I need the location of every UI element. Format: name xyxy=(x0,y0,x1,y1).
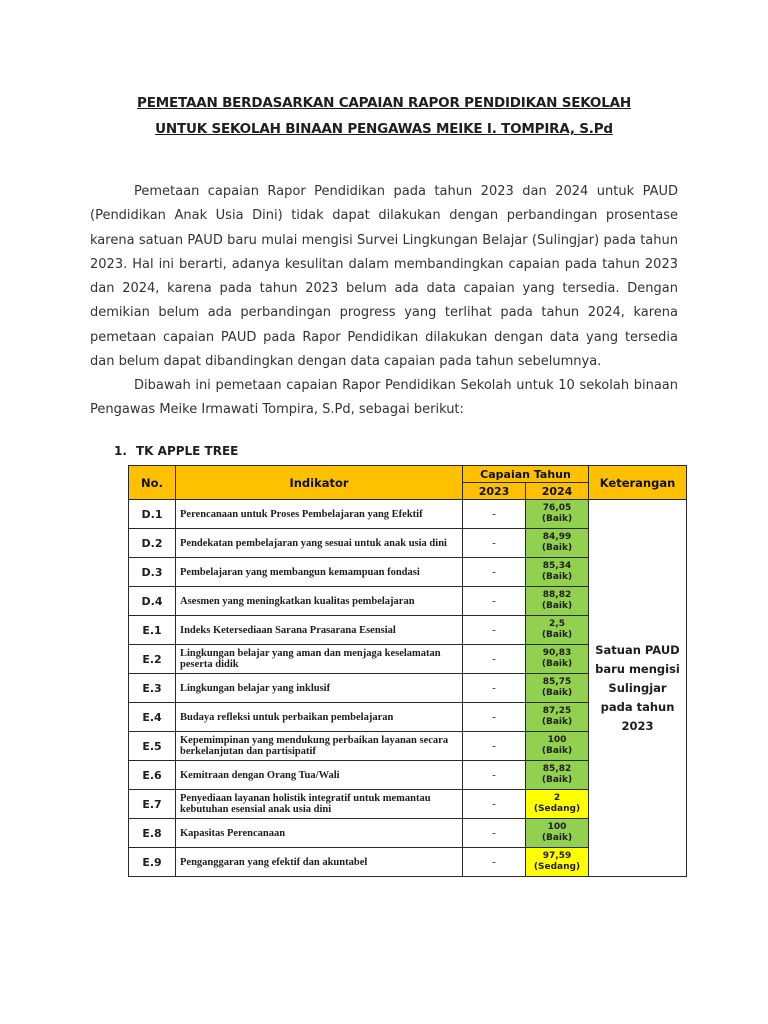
row-indikator: Perencanaan untuk Proses Pembelajaran yang Efektif xyxy=(176,500,463,529)
row-value-2024 xyxy=(526,587,589,616)
score-category: (Baik) xyxy=(541,746,573,756)
row-indikator: Lingkungan belajar yang aman dan menjaga keselamatan peserta didik xyxy=(176,645,463,674)
row-number: D.3 xyxy=(129,558,176,587)
row-value-2023: - xyxy=(463,587,526,616)
score-value: 76,05 xyxy=(542,503,572,513)
score-value: 85,34 xyxy=(542,561,572,571)
score-category: (Baik) xyxy=(541,775,573,785)
row-number: E.2 xyxy=(129,645,176,674)
row-value-2024 xyxy=(526,616,589,645)
row-value-2023: - xyxy=(463,645,526,674)
row-number: E.7 xyxy=(129,790,176,819)
row-value-2024 xyxy=(526,761,589,790)
row-value-2023: - xyxy=(463,848,526,877)
row-number: E.8 xyxy=(129,819,176,848)
row-indikator: Asesmen yang meningkatkan kualitas pembelajaran xyxy=(176,587,463,616)
row-value-2024 xyxy=(526,558,589,587)
row-indikator: Penyediaan layanan holistik integratif untuk memantau kebutuhan esensial anak usia dini xyxy=(176,790,463,819)
score-value: 88,82 xyxy=(542,590,572,600)
row-value-2023: - xyxy=(463,761,526,790)
row-value-2023: - xyxy=(463,703,526,732)
section-heading xyxy=(114,444,238,458)
row-number: E.4 xyxy=(129,703,176,732)
row-indikator: Budaya refleksi untuk perbaikan pembelajaran xyxy=(176,703,463,732)
score-category: (Baik) xyxy=(541,659,573,669)
header-year-2024: 2024 xyxy=(526,483,589,500)
row-value-2023: - xyxy=(463,558,526,587)
row-number: E.5 xyxy=(129,732,176,761)
row-number: E.9 xyxy=(129,848,176,877)
score-value: 2,5 xyxy=(549,619,565,629)
row-number: E.1 xyxy=(129,616,176,645)
row-indikator: Pembelajaran yang membangun kemampuan fondasi xyxy=(176,558,463,587)
score-category: (Baik) xyxy=(541,688,573,698)
row-value-2024 xyxy=(526,703,589,732)
row-value-2024 xyxy=(526,529,589,558)
keterangan-cell: Satuan PAUD baru mengisi Sulingjar pada tahun 2023 xyxy=(589,500,687,877)
row-value-2024 xyxy=(526,732,589,761)
score-category: (Baik) xyxy=(541,514,573,524)
score-category: (Baik) xyxy=(541,601,573,611)
header-keterangan: Keterangan xyxy=(589,466,687,500)
row-number: D.1 xyxy=(129,500,176,529)
row-indikator: Pendekatan pembelajaran yang sesuai untuk anak usia dini xyxy=(176,529,463,558)
score-value: 84,99 xyxy=(542,532,572,542)
list-intro-paragraph: Dibawah ini pemetaan capaian Rapor Pendidikan Sekolah untuk 10 sekolah binaan Pengawas Meike Irmawati Tompira, S.Pd, sebagai berikut: xyxy=(90,378,678,418)
score-value: 97,59 xyxy=(542,851,572,861)
row-value-2023: - xyxy=(463,819,526,848)
document-title-line1: PEMETAAN BERDASARKAN CAPAIAN RAPOR PENDIDIKAN SEKOLAH xyxy=(137,95,631,111)
section-title: TK APPLE TREE xyxy=(136,444,239,458)
score-value: 2 xyxy=(553,793,561,803)
section-number: 1. xyxy=(114,444,127,458)
row-value-2024 xyxy=(526,674,589,703)
score-value: 100 xyxy=(547,822,567,832)
row-indikator: Lingkungan belajar yang inklusif xyxy=(176,674,463,703)
score-category: (Sedang) xyxy=(533,804,581,814)
header-capaian-tahun: Capaian Tahun xyxy=(463,466,589,483)
header-year-2023: 2023 xyxy=(463,483,526,500)
row-indikator: Kepemimpinan yang mendukung perbaikan layanan secara berkelanjutan dan partisipatif xyxy=(176,732,463,761)
row-value-2023: - xyxy=(463,732,526,761)
row-value-2024 xyxy=(526,848,589,877)
capaian-table xyxy=(128,465,687,877)
score-category: (Baik) xyxy=(541,833,573,843)
row-number: D.2 xyxy=(129,529,176,558)
score-value: 100 xyxy=(547,735,567,745)
score-category: (Baik) xyxy=(541,717,573,727)
row-indikator: Indeks Ketersediaan Sarana Prasarana Esensial xyxy=(176,616,463,645)
row-value-2023: - xyxy=(463,790,526,819)
row-value-2024 xyxy=(526,790,589,819)
row-indikator: Kemitraan dengan Orang Tua/Wali xyxy=(176,761,463,790)
score-value: 85,82 xyxy=(542,764,572,774)
row-value-2024 xyxy=(526,500,589,529)
row-value-2023: - xyxy=(463,529,526,558)
row-value-2023: - xyxy=(463,674,526,703)
header-no: No. xyxy=(129,466,176,500)
score-value: 87,25 xyxy=(542,706,572,716)
row-number: E.3 xyxy=(129,674,176,703)
row-value-2024 xyxy=(526,645,589,674)
score-category: (Sedang) xyxy=(533,862,581,872)
score-category: (Baik) xyxy=(541,543,573,553)
document-title-line2: UNTUK SEKOLAH BINAAN PENGAWAS MEIKE I. TOMPIRA, S.Pd xyxy=(155,121,613,137)
score-category: (Baik) xyxy=(541,630,573,640)
row-value-2024 xyxy=(526,819,589,848)
row-indikator: Penganggaran yang efektif dan akuntabel xyxy=(176,848,463,877)
table-row xyxy=(129,500,687,529)
row-number: E.6 xyxy=(129,761,176,790)
score-value: 90,83 xyxy=(542,648,572,658)
row-value-2023: - xyxy=(463,500,526,529)
score-value: 85,75 xyxy=(542,677,572,687)
row-number: D.4 xyxy=(129,587,176,616)
row-indikator: Kapasitas Perencanaan xyxy=(176,819,463,848)
row-value-2023: - xyxy=(463,616,526,645)
header-indikator: Indikator xyxy=(176,466,463,500)
table-body xyxy=(129,500,687,877)
score-category: (Baik) xyxy=(541,572,573,582)
intro-paragraph: Pemetaan capaian Rapor Pendidikan pada tahun 2023 dan 2024 untuk PAUD (Pendidikan Anak Usia Dini) tidak dapat dilakukan dengan perbandingan prosentase karena satuan PAUD baru mulai mengisi Survei Lingkungan Belajar (Sulingjar) pada tahun 2023. Hal ini berarti, adanya kesulitan dalam membandingkan capaian pada tahun 2023 dan 2024, karena pada tahun 2023 belum ada data capaian yang tersedia. Dengan demikian belum ada perbandingan progress yang terlihat pada tahun 2024, karena pemetaan capaian PAUD pada Rapor Pendidikan dilakukan dengan data yang tersedia dan belum dapat dibandingkan dengan data capaian pada tahun sebelumnya. xyxy=(90,184,678,370)
